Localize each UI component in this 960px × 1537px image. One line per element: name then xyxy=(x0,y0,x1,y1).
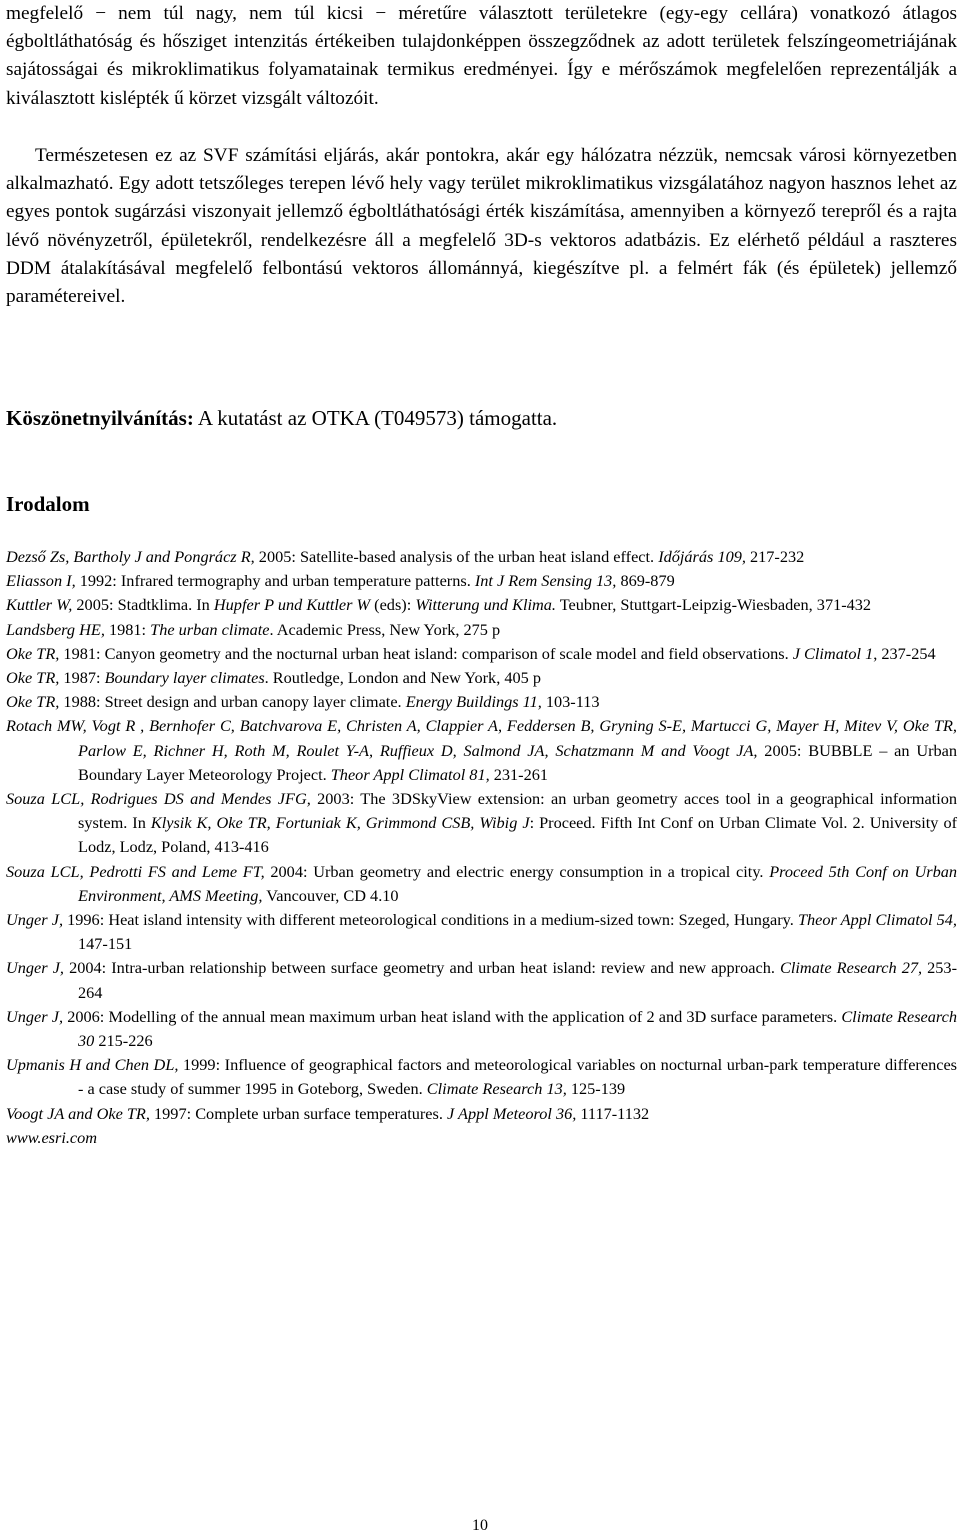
reference-details: (eds): xyxy=(370,595,416,615)
reference-details: 1117-1132 xyxy=(576,1103,650,1123)
references-heading: Irodalom xyxy=(6,492,90,516)
reference-journal: J Appl Meteorol 36, xyxy=(447,1103,577,1123)
reference-year: 2006: xyxy=(63,1006,109,1026)
reference-year: 2005: xyxy=(72,595,118,615)
body-paragraph-1: megfelelő − nem túl nagy, nem túl kicsi − méretűre választott területekre (egy-egy cellára) vonatkozó átlagos égboltláthatóság és hősziget intenzitás értékeiben tulajdonképpen összegződnek az adott területek felszíngeometriájának sajátosságai és mikroklimatikus folyamatainak termikus eredményei. Így e mérőszámok megfelelően reprezentálják a kiválasztott kislépték ű körzet vizsgált változóit. xyxy=(6,3,957,109)
reference-item xyxy=(6,1005,957,1053)
reference-journal: Int J Rem Sensing 13, xyxy=(474,571,617,591)
reference-item[interactable] xyxy=(6,1126,957,1150)
reference-authors: Rotach MW, Vogt R , Bernhofer C, Batchvarova E, Christen A, Clappier A, Feddersen B, Gryning S-E, Martucci G, Mayer H, Mitev V, Oke TR, Parlow E, Richner H, Roth M, Roulet Y-A, Ruffieux D, Salmond JA, Schatzmann M and Voogt JA, xyxy=(6,716,957,760)
reference-details: , 237-254 xyxy=(873,643,936,663)
reference-authors: Oke TR, xyxy=(6,643,60,663)
reference-year: 2005: xyxy=(254,547,300,566)
page-number: 10 xyxy=(472,1517,488,1534)
reference-journal: Climate Research 13, xyxy=(426,1079,567,1099)
reference-journal: Proceed 5th Conf on Urban Environment, AMS Meeting, xyxy=(78,861,958,905)
reference-journal: Klysik K, Oke TR, Fortuniak K, Grimmond CSB, Wibig J xyxy=(150,813,530,833)
reference-details: 103-113 xyxy=(541,692,600,712)
reference-title: Intra-urban relationship between surface geometry and urban heat island: review and new approach. xyxy=(111,958,780,978)
reference-title: BUBBLE – an Urban Boundary Layer Meteorology Project. xyxy=(78,740,958,784)
reference-year: 2003: xyxy=(310,789,361,809)
reference-details: 147-151 xyxy=(78,934,133,954)
reference-year: 2004: xyxy=(264,861,314,881)
reference-title: Canyon geometry and the nocturnal urban heat island: comparison of scale model and field observations. xyxy=(104,643,793,663)
reference-details: Teubner, Stuttgart-Leipzig-Wiesbaden, 371-432 xyxy=(555,595,872,615)
reference-journal: Theor Appl Climatol 81, xyxy=(330,764,490,784)
body-paragraph-2: Természetesen ez az SVF számítási eljárás, akár pontokra, akár egy hálózatra nézzük, nemcsak városi környezetben alkalmazható. Egy adott tetszőleges terepen lévő hely vagy terület mikroklimatikus vizsgálatához nagyon hasznos lehet az egyes pontok sugárzási viszonyait jellemző égboltláthatósági érték kiszámítása, amennyiben a környező terepről és a rajta lévő növényzetről, épületekről, rendelkezésre áll a megfelelő 3D-s vektoros adatbázis. Ez elérhető például a raszteres DDM átalakításával megfelelő felbontású vektoros állománnyá, kiegészítve pl. a felmért fák (és épületek) jellemző paramétereivel. xyxy=(6,145,957,308)
reference-year: 1981: xyxy=(104,619,151,639)
reference-title: The 3DSkyView extension: an urban geometry acces tool in a geographical information system. In xyxy=(78,789,958,833)
acknowledgement-label: Köszönetnyilvánítás: xyxy=(6,406,194,430)
acknowledgement-text: A kutatást az OTKA (T049573) támogatta. xyxy=(193,406,558,430)
reference-details: . Routledge, London and New York, 405 p xyxy=(264,668,541,688)
reference-journal: Időjárás 109, xyxy=(658,547,746,566)
reference-year: 2004: xyxy=(64,958,112,978)
reference-authors: Upmanis H and Chen DL, xyxy=(6,1055,179,1075)
reference-journal: Witterung und Klima. xyxy=(415,595,556,615)
reference-year: 2005: xyxy=(757,740,809,760)
reference-title: Modelling of the annual mean maximum urban heat island with the application of 2 and 3D surface parameters. xyxy=(108,1006,842,1026)
reference-item xyxy=(6,908,957,956)
reference-authors: Kuttler W, xyxy=(6,595,73,615)
reference-title: Stadtklima. In xyxy=(117,595,214,615)
reference-title: Heat island intensity with different meteorological conditions in a medium-sized town: Szeged, Hungary. xyxy=(108,910,798,930)
references-list xyxy=(6,545,957,1150)
reference-details: 231-261 xyxy=(489,764,549,784)
reference-item xyxy=(6,714,957,787)
reference-year: 1999: xyxy=(178,1055,225,1075)
reference-title: Complete urban surface temperatures. xyxy=(195,1103,447,1123)
reference-item xyxy=(6,956,957,1004)
reference-authors: Voogt JA and Oke TR, xyxy=(6,1103,150,1123)
reference-authors: Landsberg HE, xyxy=(6,619,105,639)
reference-journal: Energy Buildings 11, xyxy=(405,692,542,712)
reference-journal: Theor Appl Climatol 54, xyxy=(797,910,957,930)
reference-authors: www.esri.com xyxy=(6,1127,98,1147)
reference-authors: Souza LCL, Rodrigues DS and Mendes JFG, xyxy=(6,789,311,809)
reference-details: 125-139 xyxy=(566,1079,626,1099)
reference-year: 1988: xyxy=(59,692,105,712)
reference-item xyxy=(6,642,957,666)
reference-item xyxy=(6,593,957,617)
reference-details: 253-264 xyxy=(78,958,957,1002)
reference-item xyxy=(6,666,957,690)
reference-authors: Oke TR, xyxy=(6,668,60,688)
reference-details: Vancouver, CD 4.10 xyxy=(262,885,399,905)
reference-authors: Oke TR, xyxy=(6,692,60,712)
reference-authors: Souza LCL, Pedrotti FS and Leme FT, xyxy=(6,861,265,881)
reference-year: 1997: xyxy=(149,1103,196,1123)
reference-journal: Climate Research 30 xyxy=(78,1006,958,1051)
reference-title: Infrared termography and urban temperature patterns. xyxy=(120,571,475,591)
reference-item xyxy=(6,569,957,593)
reference-details: 215-226 xyxy=(94,1031,153,1051)
reference-item xyxy=(6,690,957,714)
reference-journal: Climate Research 27, xyxy=(780,958,923,978)
acknowledgement xyxy=(6,404,957,432)
reference-details: : Proceed. Fifth Int Conf on Urban Climate Vol. 2. University of Lodz, Lodz, Poland, 413-416 xyxy=(78,813,958,857)
reference-authors: Eliasson I, xyxy=(6,571,76,591)
reference-item xyxy=(6,545,957,569)
reference-details: . Academic Press, New York, 275 p xyxy=(269,619,501,639)
reference-journal: Hupfer P und Kuttler W xyxy=(213,595,371,615)
reference-authors: Unger J, xyxy=(6,910,64,930)
reference-details: 869-879 xyxy=(616,571,675,591)
reference-journal: J Climatol 1 xyxy=(792,643,874,663)
reference-authors: Dezső Zs, Bartholy J and Pongrácz R, xyxy=(6,547,255,566)
reference-year: 1992: xyxy=(75,571,121,591)
reference-item xyxy=(6,618,957,642)
reference-authors: Unger J, xyxy=(6,958,64,978)
reference-item xyxy=(6,787,957,860)
reference-year: 1996: xyxy=(63,910,109,930)
reference-title: Satellite-based analysis of the urban heat island effect. xyxy=(299,547,659,566)
reference-year: 1981: xyxy=(59,643,105,663)
reference-title: Influence of geographical factors and meteorological variables on nocturnal urban-park temperature differences - a case study of summer 1995 in Goteborg, Sweden. xyxy=(78,1055,958,1099)
reference-item xyxy=(6,1053,957,1101)
reference-title: Urban geometry and electric energy consumption in a tropical city. xyxy=(313,861,770,881)
reference-authors: Unger J, xyxy=(6,1006,64,1026)
reference-year: 1987: xyxy=(59,668,105,688)
reference-journal: Boundary layer climates xyxy=(104,668,265,688)
reference-item xyxy=(6,1102,957,1126)
reference-details: 217-232 xyxy=(745,547,805,566)
reference-item xyxy=(6,860,957,908)
reference-title: Street design and urban canopy layer climate. xyxy=(104,692,406,712)
reference-journal: The urban climate xyxy=(150,619,270,639)
